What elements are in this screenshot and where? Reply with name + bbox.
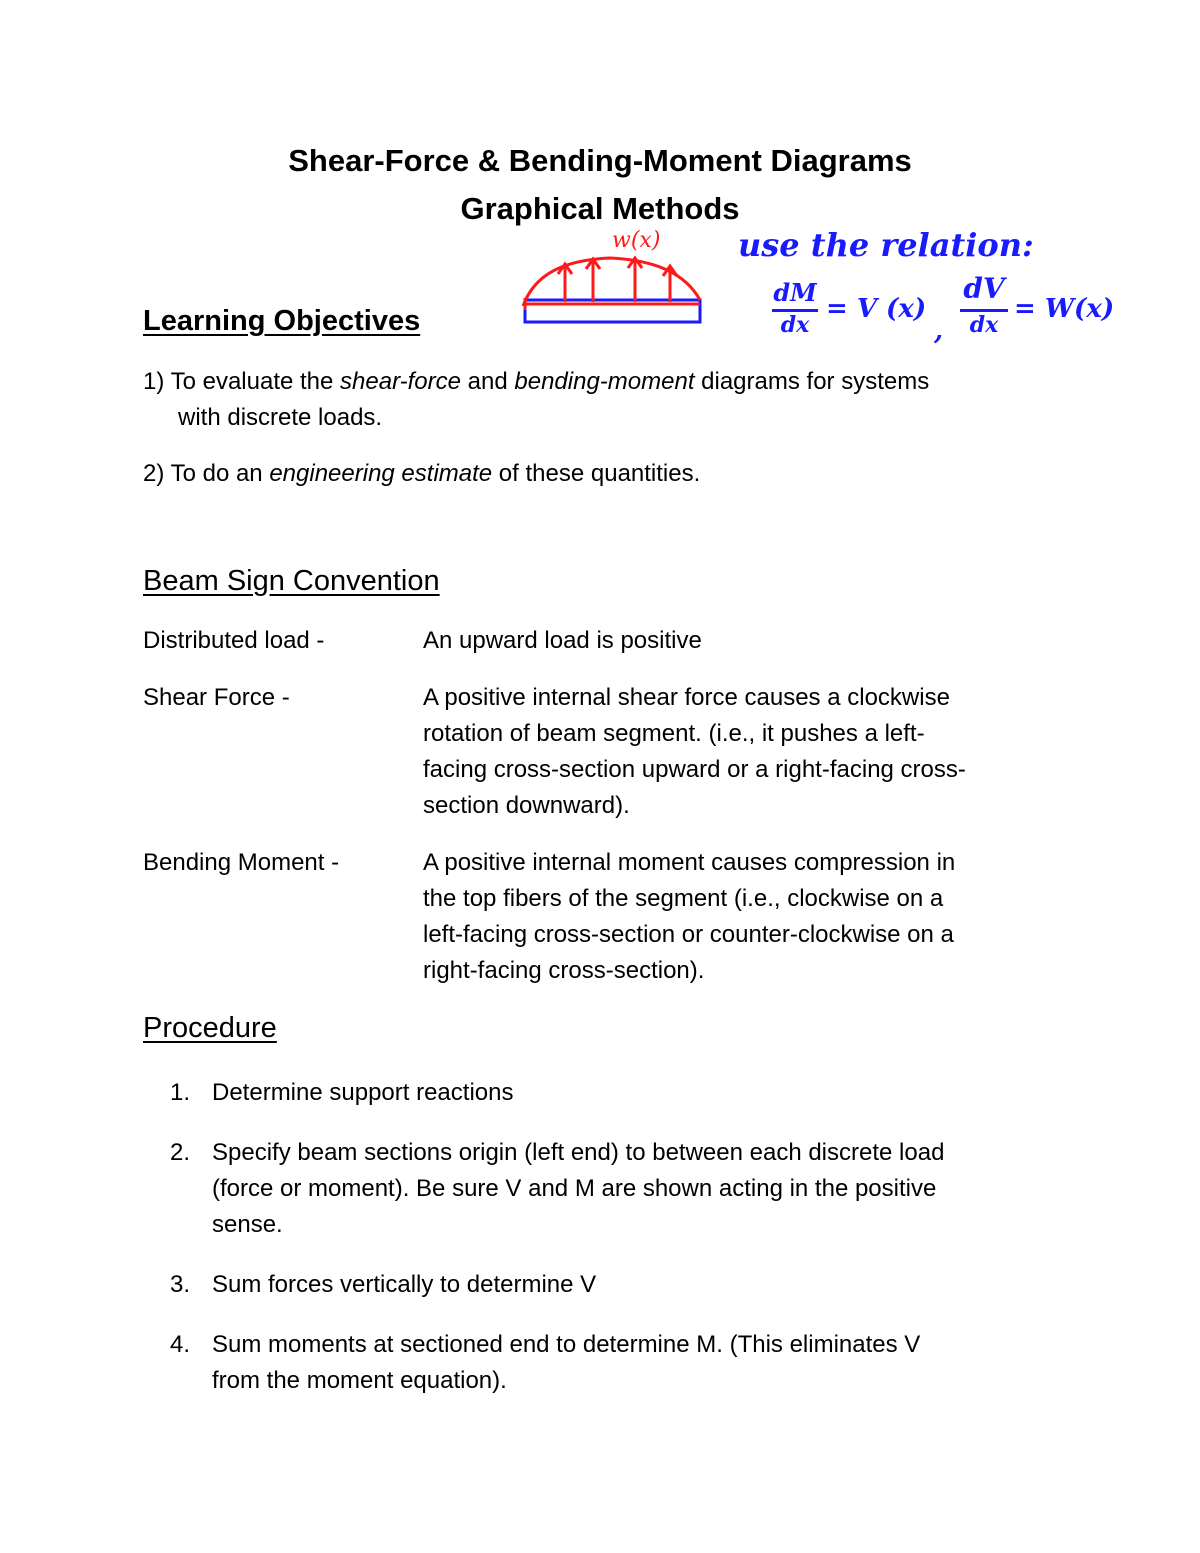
procedure-line: from the moment equation).	[212, 1367, 507, 1394]
objective-1-prefix: 1) To evaluate the	[143, 368, 341, 395]
procedure-line: Determine support reactions	[212, 1079, 514, 1106]
relation-label: use the relation:	[738, 226, 1034, 264]
equation-dv-dx	[958, 272, 1115, 348]
procedure-step-1-number: 1.	[170, 1079, 191, 1106]
procedure-step-4	[212, 1327, 1072, 1399]
procedure-step-2	[212, 1135, 1072, 1243]
load-label: w(x)	[612, 228, 661, 253]
procedure-heading: Procedure	[143, 1012, 277, 1044]
procedure-step-2-number: 2.	[170, 1139, 191, 1166]
def-line: right-facing cross-section).	[423, 957, 705, 984]
objective-2	[143, 456, 1083, 492]
procedure-line: (force or moment). Be sure V and M are shown acting in the positive	[212, 1175, 937, 1202]
objective-2-em: engineering estimate	[269, 460, 493, 487]
eq1-rhs: = V (x)	[826, 294, 927, 324]
equation-comma: ,	[934, 316, 944, 346]
term-distributed-load: Distributed load -	[143, 627, 325, 654]
procedure-line: sense.	[212, 1211, 283, 1238]
objective-1-continuation: with discrete loads.	[178, 404, 383, 431]
procedure-step-4-number: 4.	[170, 1331, 191, 1358]
objective-2-prefix: 2) To do an	[143, 460, 270, 487]
objective-1	[143, 364, 1083, 436]
objective-1-mid: and	[460, 368, 515, 395]
def-line: An upward load is positive	[423, 627, 702, 654]
equation-dm-dx	[770, 278, 927, 348]
objectives-heading: Learning Objectives	[143, 305, 421, 337]
term-shear-force: Shear Force -	[143, 684, 290, 711]
term-bending-moment: Bending Moment -	[143, 849, 340, 876]
objective-1-em-moment: bending-moment	[514, 368, 695, 395]
def-line: A positive internal shear force causes a clockwise	[423, 684, 950, 711]
procedure-step-3-number: 3.	[170, 1271, 191, 1298]
def-line: A positive internal moment causes compression in	[423, 849, 956, 876]
eq1-numerator: dM	[773, 278, 817, 307]
def-line: rotation of beam segment. (i.e., it pushes a left-	[423, 720, 925, 747]
load-arrows	[558, 258, 677, 302]
procedure-step-1	[212, 1075, 1072, 1111]
def-shear-force	[423, 680, 1063, 824]
eq1-denominator: dx	[780, 312, 810, 338]
def-distributed-load	[423, 623, 1063, 659]
objective-1-em-shear: shear-force	[340, 368, 461, 395]
eq2-numerator: dV	[963, 272, 1005, 305]
def-line: section downward).	[423, 792, 630, 819]
procedure-line: Sum moments at sectioned end to determine M. (This eliminates V	[212, 1331, 921, 1358]
procedure-line: Sum forces vertically to determine V	[212, 1271, 597, 1298]
sign-convention-heading: Beam Sign Convention	[143, 565, 440, 597]
procedure-step-3	[212, 1267, 1072, 1303]
eq2-denominator: dx	[969, 312, 999, 338]
page-title: Shear-Force & Bending-Moment Diagrams	[288, 143, 912, 178]
objective-1-suffix: diagrams for systems	[694, 368, 930, 395]
def-bending-moment	[423, 845, 1063, 989]
objective-2-suffix: of these quantities.	[492, 460, 701, 487]
eq2-rhs: = W(x)	[1014, 294, 1115, 324]
def-line: the top fibers of the segment (i.e., clockwise on a	[423, 885, 944, 912]
procedure-line: Specify beam sections origin (left end) to between each discrete load	[212, 1139, 945, 1166]
def-line: facing cross-section upward or a right-facing cross-	[423, 756, 966, 783]
def-line: left-facing cross-section or counter-clockwise on a	[423, 921, 954, 948]
page-subtitle: Graphical Methods	[460, 191, 740, 226]
